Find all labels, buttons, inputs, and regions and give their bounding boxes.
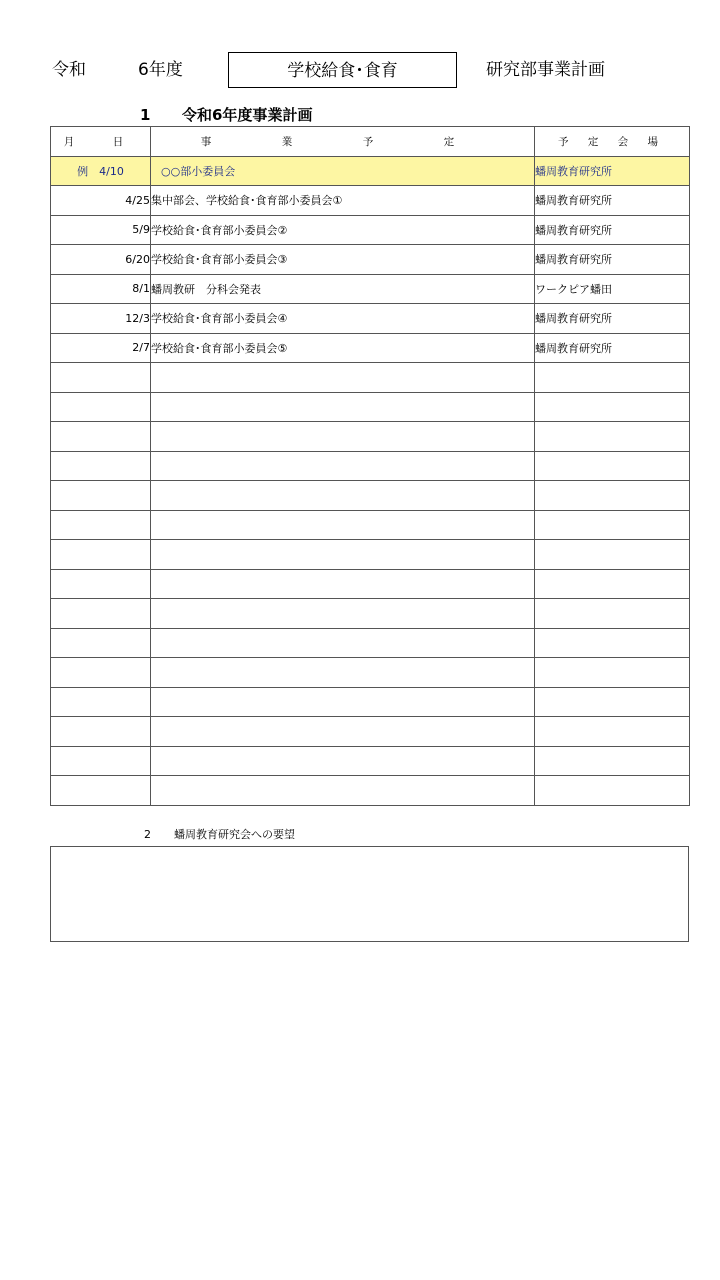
example-date: 例 4/10 [51,156,151,186]
empty-cell-date [51,363,151,393]
table-row [51,245,690,275]
row-date: 2/7 [51,333,151,363]
empty-table-row [51,510,690,540]
row-venue: 蟠周教育研究所 [535,245,690,275]
row-event: 集中部会、学校給食･食育部小委員会① [151,186,535,216]
empty-cell-date [51,599,151,629]
row-venue: 蟠周教育研究所 [535,333,690,363]
row-date: 12/3 [51,304,151,334]
empty-cell-venue [535,392,690,422]
empty-cell-event [151,422,535,452]
empty-table-row [51,540,690,570]
empty-cell-date [51,481,151,511]
column-header-date: 月 日 [51,127,151,157]
empty-table-row [51,363,690,393]
empty-cell-date [51,746,151,776]
row-venue: 蟠周教育研究所 [535,186,690,216]
empty-cell-date [51,540,151,570]
table-row [51,186,690,216]
empty-cell-date [51,658,151,688]
plan-table [50,126,690,806]
empty-table-row [51,776,690,806]
empty-cell-event [151,599,535,629]
empty-cell-event [151,451,535,481]
empty-table-row [51,687,690,717]
empty-cell-event [151,687,535,717]
section-2-title: 蟠周教育研究会への要望 [174,828,295,841]
empty-cell-date [51,717,151,747]
empty-cell-venue [535,717,690,747]
empty-cell-venue [535,363,690,393]
header-plan-title: 研究部事業計画 [486,60,605,80]
empty-table-row [51,628,690,658]
empty-table-row [51,746,690,776]
empty-cell-date [51,451,151,481]
empty-cell-date [51,422,151,452]
empty-cell-venue [535,628,690,658]
empty-cell-date [51,510,151,540]
header-era: 令和 [52,60,86,80]
empty-table-row [51,569,690,599]
example-row [51,156,690,186]
empty-cell-date [51,569,151,599]
empty-cell-venue [535,422,690,452]
empty-table-row [51,658,690,688]
empty-cell-venue [535,510,690,540]
empty-cell-event [151,776,535,806]
empty-cell-venue [535,599,690,629]
empty-cell-date [51,392,151,422]
empty-cell-venue [535,540,690,570]
empty-cell-event [151,746,535,776]
empty-cell-venue [535,776,690,806]
empty-cell-event [151,569,535,599]
empty-cell-venue [535,569,690,599]
row-date: 8/1 [51,274,151,304]
section-1-title: 令和6年度事業計画 [182,106,313,124]
empty-cell-venue [535,451,690,481]
table-row [51,274,690,304]
example-event: ○○部小委員会 [151,156,535,186]
row-event: 学校給食･食育部小委員会② [151,215,535,245]
row-venue: 蟠周教育研究所 [535,215,690,245]
row-venue: 蟠周教育研究所 [535,304,690,334]
row-event: 学校給食･食育部小委員会④ [151,304,535,334]
header-fiscal-year: 6年度 [138,60,183,80]
empty-table-row [51,422,690,452]
row-event: 蟠周教研 分科会発表 [151,274,535,304]
column-header-event: 事 業 予 定 [151,127,535,157]
table-row [51,333,690,363]
empty-cell-event [151,717,535,747]
empty-table-row [51,717,690,747]
empty-table-row [51,392,690,422]
row-date: 5/9 [51,215,151,245]
empty-cell-venue [535,687,690,717]
table-row [51,215,690,245]
row-event: 学校給食･食育部小委員会③ [151,245,535,275]
empty-cell-date [51,628,151,658]
header-department-box: 学校給食･食育 [228,52,457,88]
column-header-venue: 予 定 会 場 [535,127,690,157]
empty-cell-event [151,510,535,540]
row-date: 4/25 [51,186,151,216]
empty-cell-event [151,363,535,393]
empty-cell-venue [535,481,690,511]
empty-cell-date [51,776,151,806]
empty-table-row [51,599,690,629]
empty-cell-event [151,481,535,511]
empty-cell-event [151,658,535,688]
table-row [51,304,690,334]
empty-cell-event [151,540,535,570]
empty-cell-event [151,392,535,422]
section-2-number: 2 [144,828,151,841]
empty-cell-event [151,628,535,658]
row-event: 学校給食･食育部小委員会⑤ [151,333,535,363]
empty-cell-venue [535,746,690,776]
empty-table-row [51,481,690,511]
row-date: 6/20 [51,245,151,275]
section-1-number: 1 [140,106,151,124]
example-venue: 蟠周教育研究所 [535,156,690,186]
request-box [50,846,689,942]
table-header-row [51,127,690,157]
empty-table-row [51,451,690,481]
row-venue: ワークピア蟠田 [535,274,690,304]
empty-cell-venue [535,658,690,688]
empty-cell-date [51,687,151,717]
